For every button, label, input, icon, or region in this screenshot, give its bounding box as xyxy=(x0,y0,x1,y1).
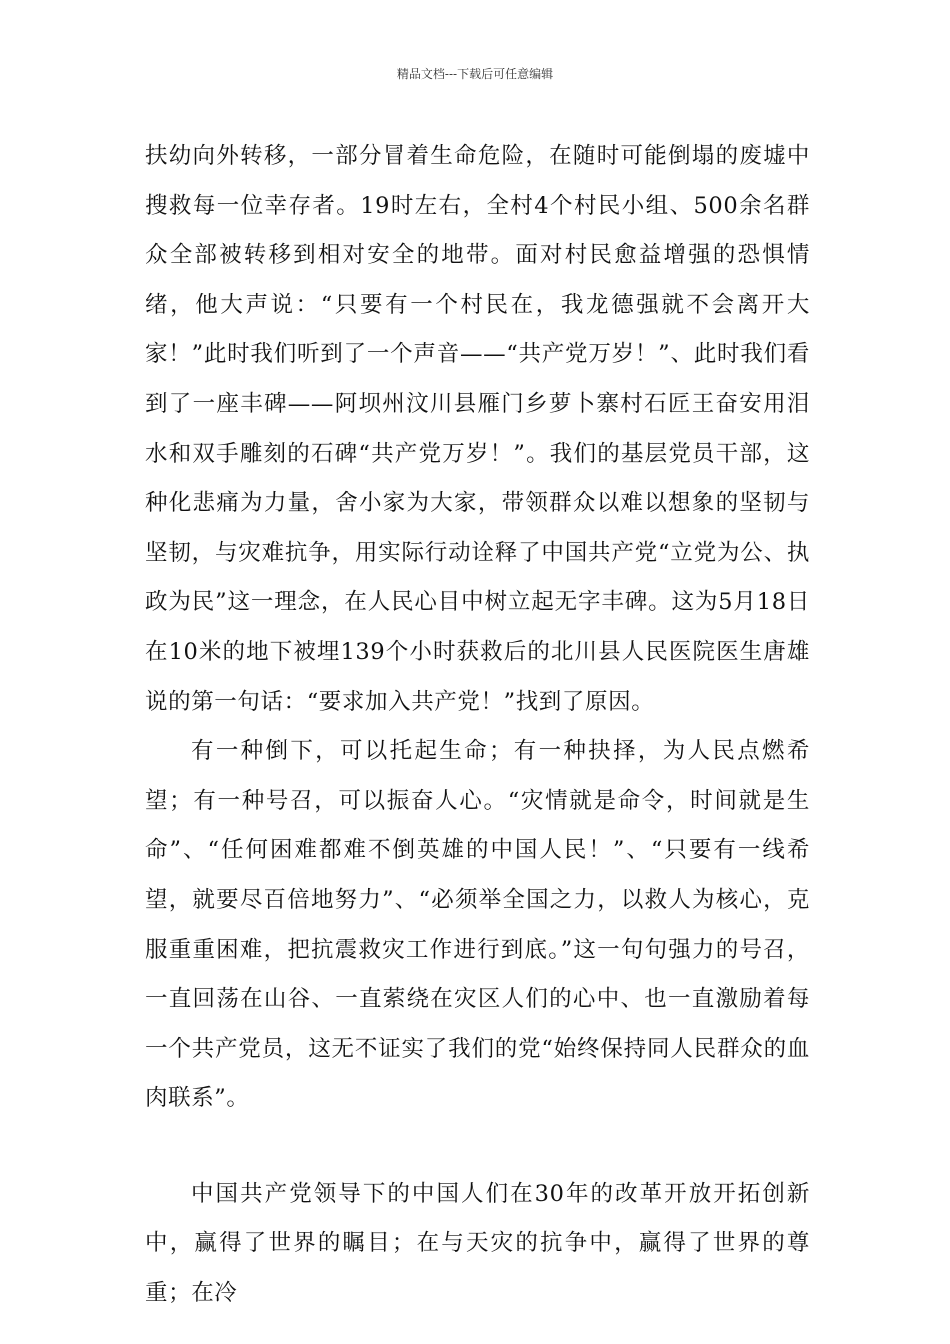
paragraph-3: 中国共产党领导下的中国人们在30年的改革开放开拓创新中，赢得了世界的瞩目；在与天灾的抗争中，赢得了世界的尊重；在冷 xyxy=(145,1180,810,1307)
paragraph-2: 有一种倒下，可以托起生命；有一种抉择，为人民点燃希望；有一种号召，可以振奋人心。“灾情就是命令，时间就是生命”、“任何困难都难不倒英雄的中国人民！”、“只要有一线希望，就要尽百倍地努力”、“必须举全国之力，以救人为核心，克服重重困难，把抗震救灾工作进行到底。”这一句句强力的号召，一直回荡在山谷、一直萦绕在灾区人们的心中、也一直激励着每一个共产党员，这无不证实了我们的党“始终保持同人民群众的血肉联系”。 xyxy=(145,738,810,1112)
document-body xyxy=(145,132,810,1319)
paragraph-1: 扶幼向外转移，一部分冒着生命危险，在随时可能倒塌的废墟中搜救每一位幸存者。19时左右，全村4个村民小组、500余名群众全部被转移到相对安全的地带。面对村民愈益增强的恐惧情绪，他大声说：“只要有一个村民在，我龙德强就不会离开大家！”此时我们听到了一个声音——“共产党万岁！”、此时我们看到了一座丰碑——阿坝州汶川县雁门乡萝卜寨村石匠王奋安用泪水和双手雕刻的石碑“共产党万岁！”。我们的基层党员干部，这种化悲痛为力量，舍小家为大家，带领群众以难以想象的坚韧与坚韧，与灾难抗争，用实际行动诠释了中国共产党“立党为公、执政为民”这一理念，在人民心目中树立起无字丰碑。这为5月18日在10米的地下被埋139个小时获救后的北川县人民医院医生唐雄说的第一句话：“要求加入共产党！”找到了原因。 xyxy=(145,143,810,715)
page-header: 精品文档---下载后可任意编辑 xyxy=(396,67,554,81)
